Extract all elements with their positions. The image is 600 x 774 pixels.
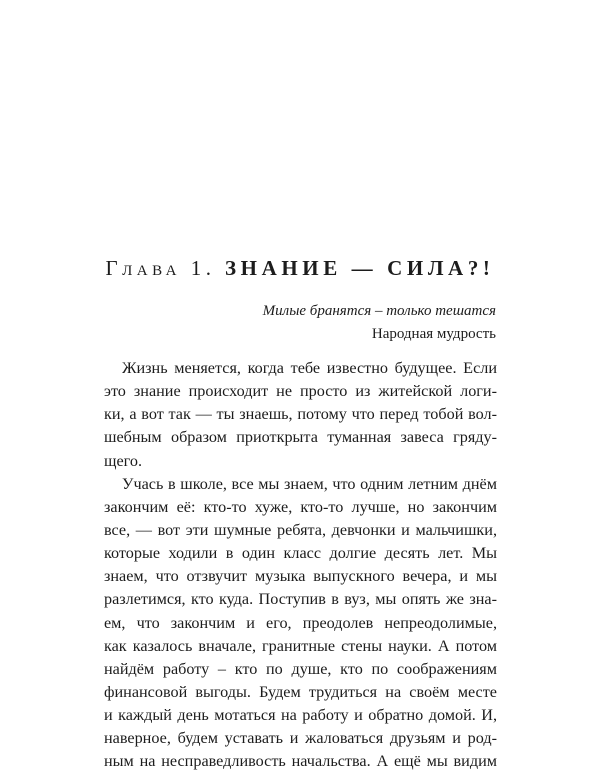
- text-line: это знание происходит не просто из житейской логи-: [104, 382, 497, 401]
- text-line: все, — вот эти шумные ребята, девчонки и мальчишки,: [104, 520, 497, 539]
- chapter-title: ЗНАНИЕ — СИЛА?!: [224, 256, 495, 280]
- text-line: разлетимся, кто куда. Поступив в вуз, мы опять же зна-: [104, 590, 497, 609]
- text-line: закончим её: кто-то хуже, кто-то лучше, но закончим: [104, 497, 497, 516]
- body-text: [104, 357, 497, 774]
- text-line: шебным образом приоткрыта туманная завеса гряду-: [104, 428, 497, 447]
- epigraph: [263, 300, 496, 346]
- epigraph-attribution: Народная мудрость: [371, 326, 496, 342]
- text-line: Учась в школе, все мы знаем, что одним летним днём: [122, 474, 497, 493]
- text-line: наверное, будем уставать и жаловаться друзьям и род-: [104, 729, 497, 748]
- text-line: ем, что закончим и его, преодолев непреодолимые,: [104, 613, 497, 632]
- text-line: ным на несправедливость начальства. А ещё мы видим: [104, 752, 497, 771]
- text-line: знаем, что отзвучит музыка выпускного вечера, и мы: [104, 567, 497, 586]
- text-line: и каждый день мотаться на работу и обратно домой. И,: [104, 706, 497, 725]
- text-line: как казалось вначале, гранитные стены науки. А потом: [104, 636, 497, 655]
- text-line: найдём работу – кто по душе, кто по соображениям: [104, 659, 497, 678]
- epigraph-quote: Милые бранятся – только тешатся: [262, 303, 496, 319]
- text-line: щего.: [104, 451, 143, 470]
- text-line: которые ходили в один класс долгие десять лет. Мы: [104, 544, 497, 563]
- paragraph-2: [104, 473, 497, 774]
- chapter-number: Глава 1.: [105, 256, 216, 280]
- chapter-heading: [0, 256, 600, 281]
- text-line: ки, а вот так — ты знаешь, потому что перед тобой вол-: [104, 405, 497, 424]
- paragraph-1: [104, 357, 497, 473]
- text-line: Жизнь меняется, когда тебе известно будущее. Если: [122, 359, 497, 377]
- text-line: финансовой выгоды. Будем трудиться на своём месте: [104, 682, 497, 701]
